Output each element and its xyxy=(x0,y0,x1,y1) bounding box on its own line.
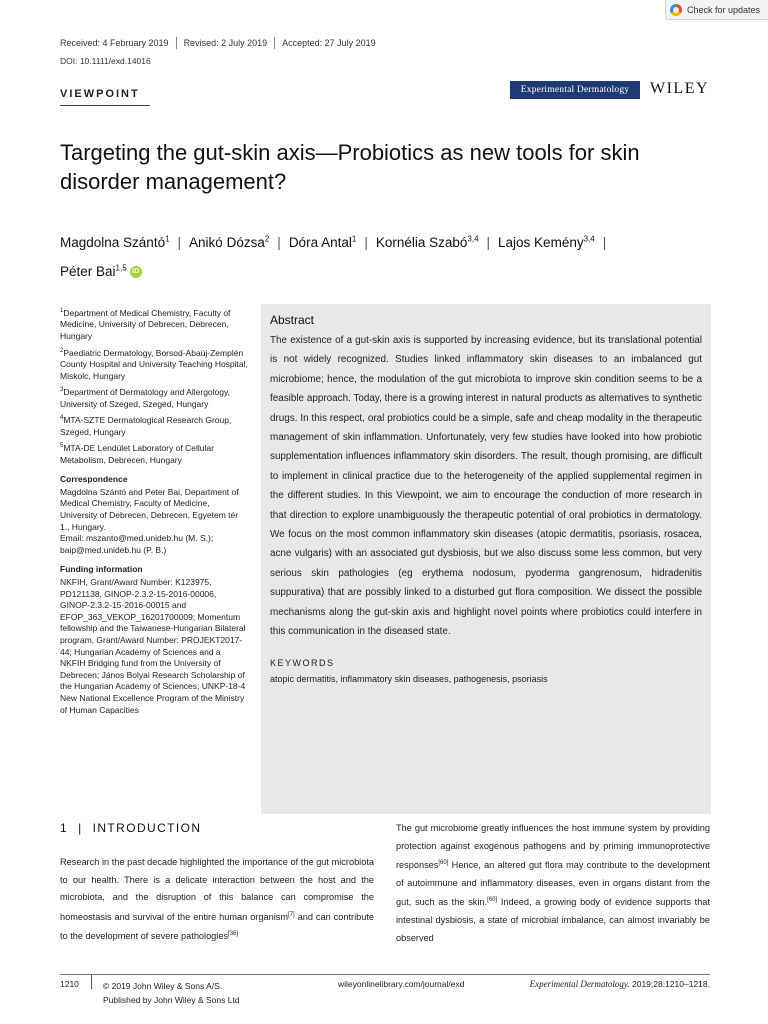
citation-link[interactable]: [60] xyxy=(487,897,498,904)
author[interactable]: Dóra Antal$^1$ xyxy=(288,234,357,250)
introduction-heading: 1 | INTRODUCTION xyxy=(60,821,202,835)
author[interactable]: Magdolna Szántó$^1$ xyxy=(60,234,170,250)
copyright: © 2019 John Wiley & Sons A/S. Published by John Wiley & Sons Ltd xyxy=(103,981,240,1005)
abstract-text: The existence of a gut-skin axis is supported by increasing evidence, but its translational potential is not widely recognized. Studies linked inflammatory skin diseases to an imbalanced gut microbiome; hence, the modulation of the gut microbiota to improve skin condition seems to be a feasible approach. Today, there is a growing interest in natural products as alternatives to synthetic drugs. In this respect, oral probiotics could be a simple, safe and cheap modality in the therapeutic management of skin inflammation. Unfortunately, very few studies have looked into how probiotic supplementation influences inflammatory skin disorders. The result, though promising, are difficult to implement in clinical practice due to the heterogeneity of the applied supplemental regimen in the different studies. In this Viewpoint, we aim to encourage the conduction of more research in that direction to explore unambiguously the therapeutic potential of oral probiotics in dermatology. We focus on the most common inflammatory skin diseases (atopic dermatitis, psoriasis, rosacea, acne vulgaris) with an associated gut dysbiosis, but we also discuss some less common, but very serious skin pathologies (eg erythema nodosum, pyoderma gangrenosum, hidradenitis suppurativa) that are possibly linked to a disturbed gut flora composition. We dissect the possible mechanisms along the gut-skin axis and highlight novel points where probiotics could interfere in this communication in the diseased state. xyxy=(270,335,702,638)
keywords-list: atopic dermatitis, inflammatory skin diseases, pathogenesis, psoriasis xyxy=(270,673,548,684)
check-for-updates-label: Check for updates xyxy=(687,4,761,15)
affiliation: $^3$Department of Dermatology and Allergology, University of Szeged, Szeged, Hungary xyxy=(60,387,230,409)
journal-citation: Experimental Dermatology. 2019;28:1210–1218. xyxy=(529,979,710,989)
footer-divider xyxy=(91,975,92,989)
citation-link[interactable]: [36] xyxy=(228,931,239,938)
author[interactable]: Péter Bai$^{1,5}$ xyxy=(60,263,127,279)
keywords-heading: KEYWORDS xyxy=(270,657,335,668)
affiliation: $^1$Department of Medical Chemistry, Faculty of Medicine, University of Debrecen, Debrecen, Hungary xyxy=(60,307,231,342)
check-for-updates-button[interactable] xyxy=(665,0,768,20)
citation-link[interactable]: [60] xyxy=(438,860,449,867)
section-rule xyxy=(60,105,150,106)
article-dates xyxy=(60,38,376,50)
introduction-paragraph: Research in the past decade highlighted the importance of the gut microbiota to our health. There is a delicate interaction between the host and the microbiota, and the disruption of this balance can compromise the homeostasis and survival of the entire human organism[7] and can contribute to the development of severe pathologies[36] xyxy=(60,857,374,942)
correspondence-heading: Correspondence xyxy=(60,474,128,485)
received-date: Received: 4 February 2019 xyxy=(60,38,169,48)
crossmark-icon xyxy=(670,4,682,16)
abstract-panel xyxy=(261,304,711,814)
journal-logo[interactable]: Experimental Dermatology xyxy=(510,81,640,99)
page-number: 1210 xyxy=(60,979,79,989)
affiliation: $^2$Paediatric Dermatology, Borsod-Abaúj-Zemplén County Hospital and University Teaching Hospital, Miskolc, Hungary xyxy=(60,347,248,381)
funding-text: NKFIH, Grant/Award Number: K123975, PD121138, GINOP-2.3.2-15-2016-00006, GINOP-2.3.2-15-2016-00015 and EFOP_363_VEKOP_16201700009; Momentum fellowship and the Taiwanese-Hungarian Bilateral program, Grant/Award Number: PROJEKT2017-44; Hungarian Academy of Sciences and a NKFIH Bridging fund from the University of Debrecen; János Bolyai Research Scholarship of the Hungarian Academy of Sciences; UNKP-18-4 New National Excellence Program of the Ministry of Human Capacities xyxy=(60,577,246,715)
author[interactable]: Kornélia Szabó$^{3,4}$ xyxy=(375,234,479,250)
funding-heading: Funding information xyxy=(60,564,143,575)
author[interactable]: Anikó Dózsa$^2$ xyxy=(189,234,270,250)
publisher-logo[interactable]: WILEY xyxy=(650,80,710,97)
correspondence-text: Magdolna Szántó and Peter Bai, Department of Medical Chemistry, Faculty of Medicine, University of Debrecen, Debrecen, Egyetem tér 1., Hungary. xyxy=(60,486,239,532)
citation-link[interactable]: [7] xyxy=(287,911,295,918)
footer-rule xyxy=(60,974,710,975)
revised-date: Revised: 2 July 2019 xyxy=(183,38,268,48)
accepted-date: Accepted: 27 July 2019 xyxy=(282,38,376,48)
introduction-paragraph: The gut microbiome greatly influences the host immune system by providing protection against exogenous pathogens and by priming immunoprotective responses[60] Hence, an altered gut flora may contribute to the development of autoimmune and inflammatory diseases, even in organs distant from the gut, such as the skin.[60] Indeed, a growing body of evidence supports that intestinal dysbiosis, a state of microbial imbalance, can almost invariably be observed xyxy=(396,823,710,943)
article-title: Targeting the gut-skin axis—Probiotics as new tools for skin disorder management? xyxy=(60,140,640,194)
journal-url[interactable]: wileyonlinelibrary.com/journal/exd xyxy=(338,979,465,989)
date-divider xyxy=(274,37,275,49)
section-label: VIEWPOINT xyxy=(60,88,140,100)
author-list: Magdolna Szántó$^1$ | Anikó Dózsa$^2$ | Dóra Antal$^1$ | Kornélia Szabó$^{3,4}$ | Lajos Kemény$^{3,4}$ | Péter Bai$^{1,5}$ iD xyxy=(60,234,607,279)
affiliation: $^5$MTA-DE Lendület Laboratory of Cellular Metabolism, Debrecen, Hungary xyxy=(60,443,214,465)
date-divider xyxy=(176,37,177,49)
affiliation: $^4$MTA-SZTE Dermatological Research Group, Szeged, Hungary xyxy=(60,415,232,437)
correspondence-email[interactable]: Email: mszanto@med.unideb.hu (M. S.); baip@med.unideb.hu (P. B.) xyxy=(60,533,214,555)
author[interactable]: Lajos Kemény$^{3,4}$ xyxy=(498,234,595,250)
article-info-column xyxy=(60,306,248,716)
orcid-icon[interactable]: iD xyxy=(130,266,142,278)
abstract-heading: Abstract xyxy=(270,313,315,327)
doi[interactable]: DOI: 10.1111/exd.14016 xyxy=(60,56,151,66)
